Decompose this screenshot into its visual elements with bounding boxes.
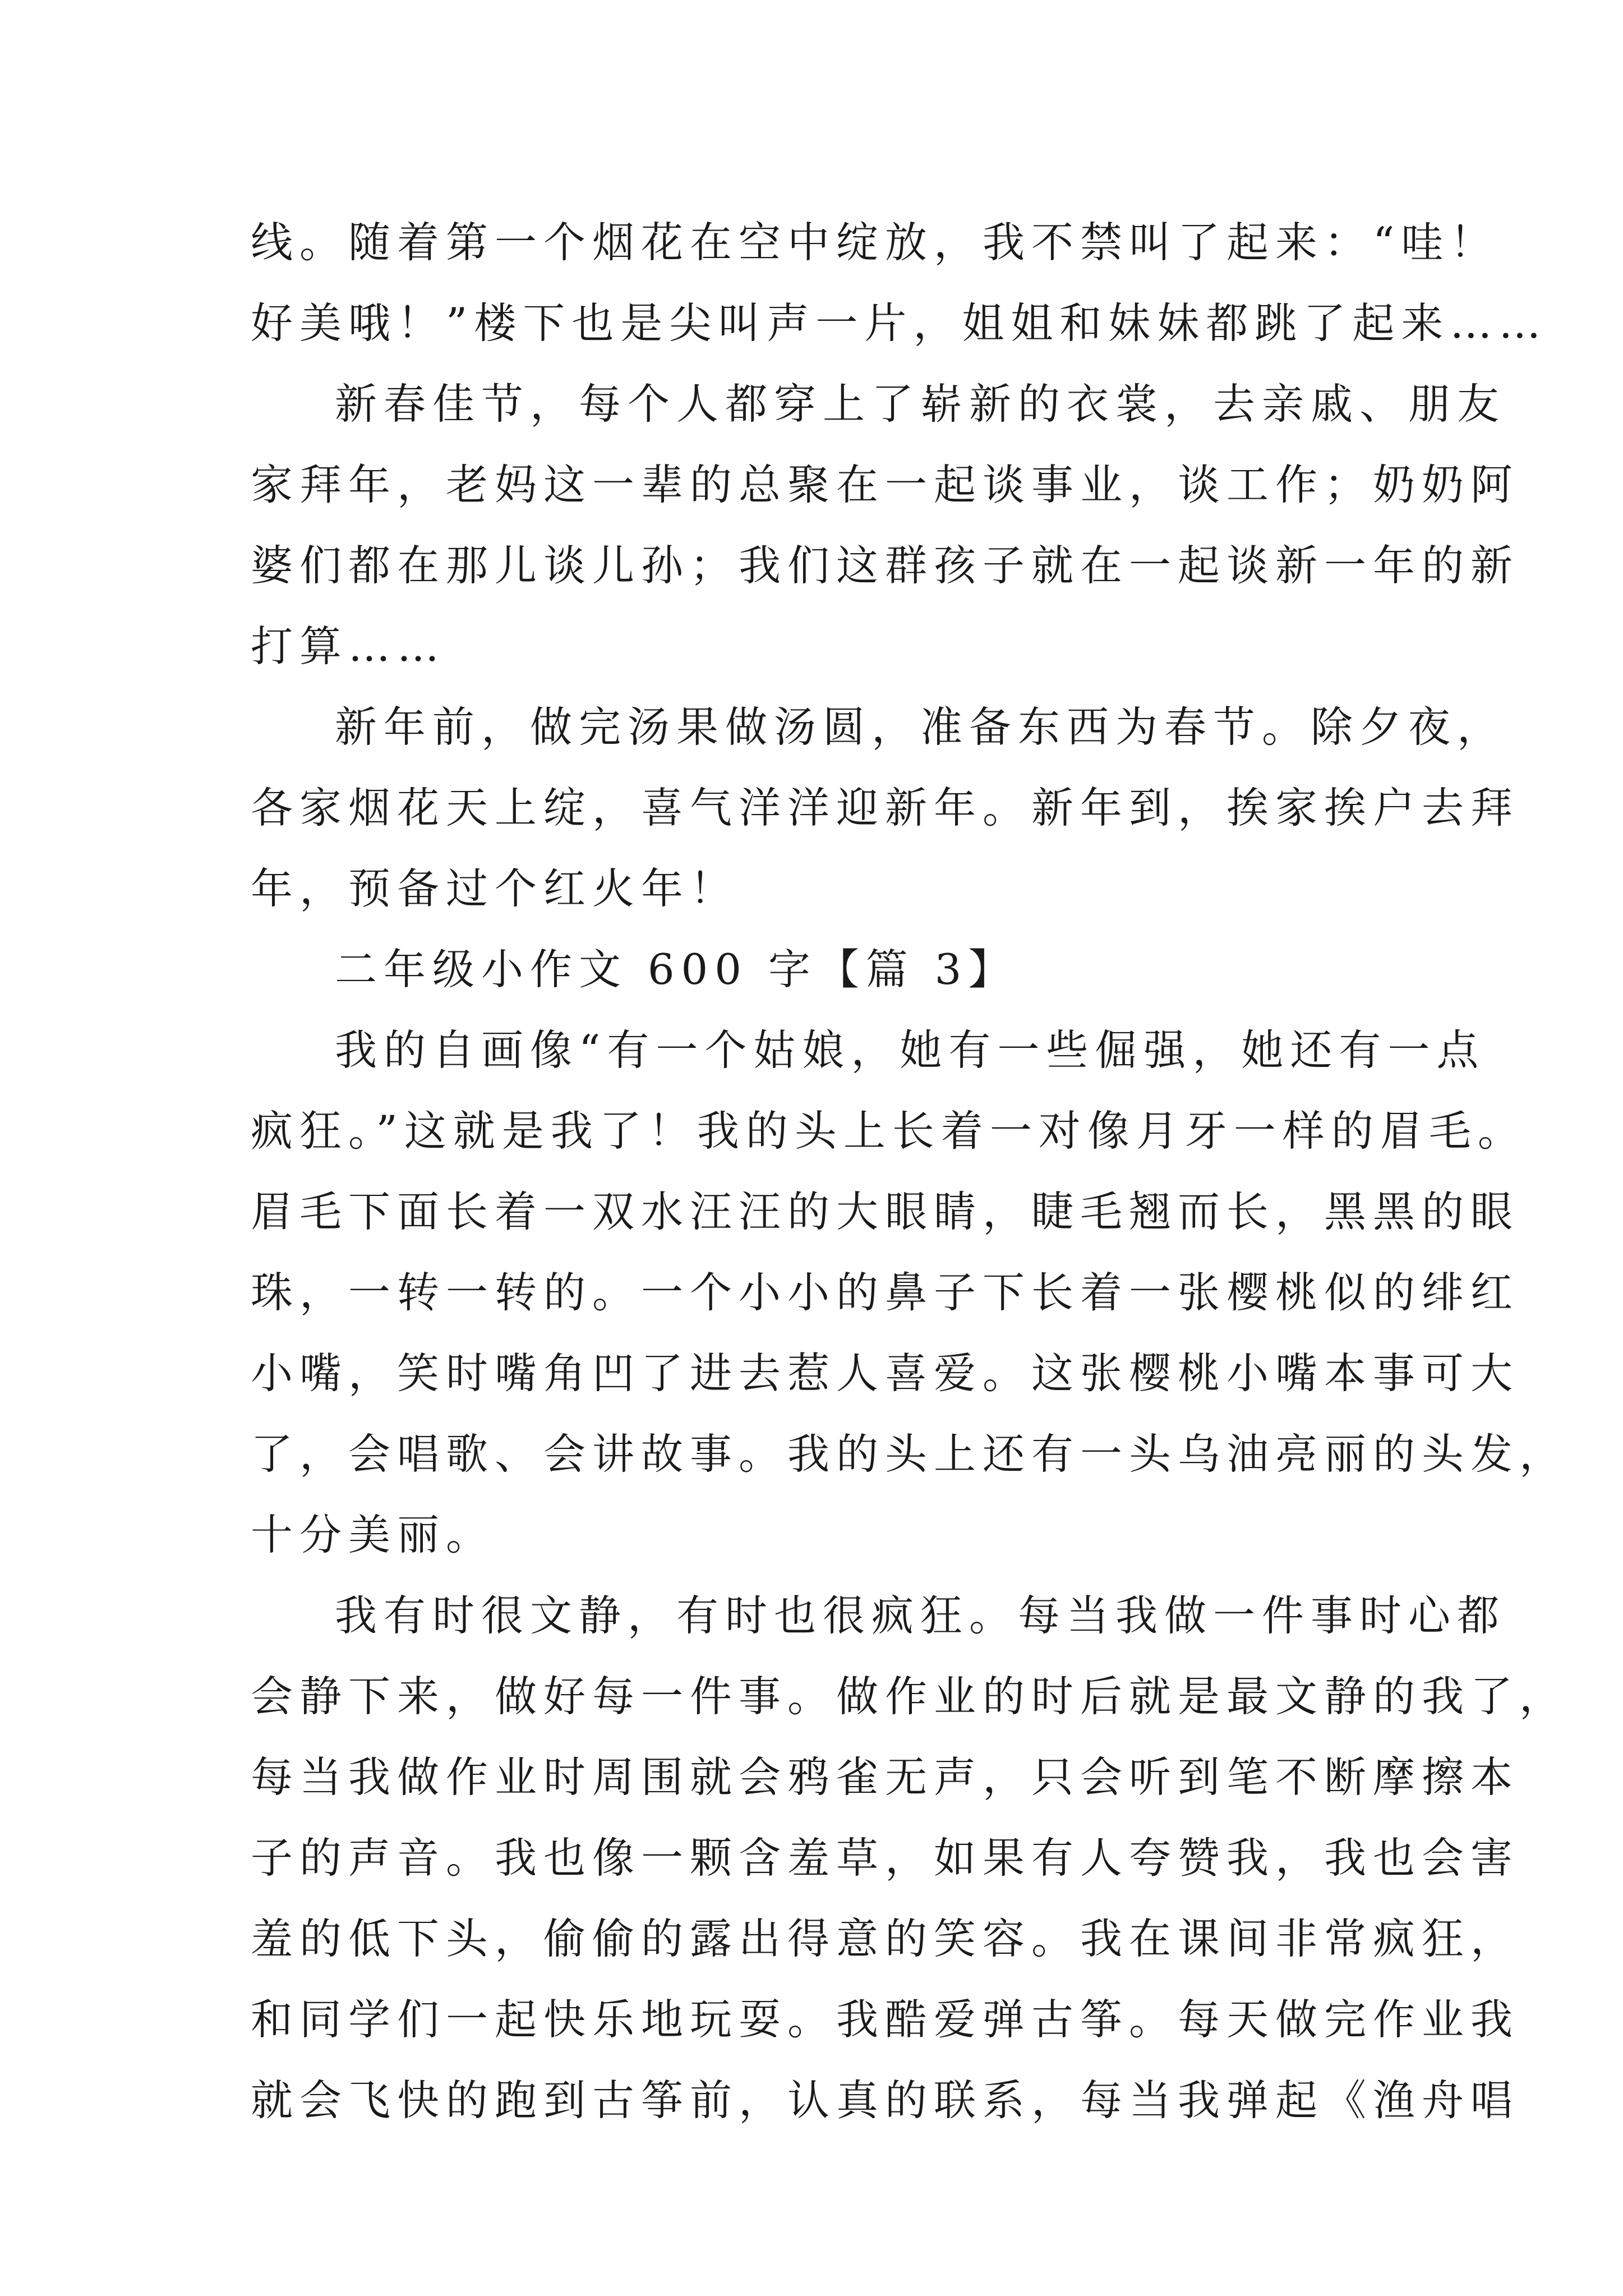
text-line: 眉毛下面长着一双水汪汪的大眼睛，睫毛翘而长，黑黑的眼	[251, 1187, 1520, 1236]
text-line: 家拜年，老妈这一辈的总聚在一起谈事业，谈工作；奶奶阿	[251, 460, 1520, 509]
paragraph-first-line: 我的自画像“有一个姑娘，她有一些倔强，她还有一点	[335, 1025, 1486, 1075]
text-line: 和同学们一起快乐地玩耍。我酷爱弹古筝。每天做完作业我	[251, 1995, 1520, 2044]
text-line: 小嘴，笑时嘴角凹了进去惹人喜爱。这张樱桃小嘴本事可大	[251, 1349, 1520, 1398]
paragraph-first-line: 我有时很文静，有时也很疯狂。每当我做一件事时心都	[335, 1591, 1506, 1640]
text-line: 年，预备过个红火年！	[251, 864, 739, 913]
text-line: 了，会唱歌、会讲故事。我的头上还有一头乌油亮丽的头发，	[251, 1429, 1569, 1479]
text-line: 会静下来，做好每一件事。做作业的时后就是最文静的我了，	[251, 1672, 1569, 1721]
text-line: 珠，一转一转的。一个小小的鼻子下长着一张樱桃似的绯红	[251, 1268, 1520, 1317]
text-line: 就会飞快的跑到古筝前，认真的联系，每当我弹起《渔舟唱	[251, 2076, 1520, 2125]
text-line: 羞的低下头，偷偷的露出得意的笑容。我在课间非常疯狂，	[251, 1914, 1520, 1963]
text-line: 疯狂。”这就是我了！我的头上长着一对像月牙一样的眉毛。	[251, 1106, 1527, 1156]
section-heading: 二年级小作文 600 字【篇 3】	[335, 945, 1017, 994]
paragraph-first-line: 新春佳节，每个人都穿上了崭新的衣裳，去亲戚、朋友	[335, 379, 1506, 429]
text-line: 线。随着第一个烟花在空中绽放，我不禁叫了起来：“哇！	[251, 218, 1499, 267]
text-line: 好美哦！”楼下也是尖叫声一片，姐姐和妹妹都跳了起来……	[251, 298, 1548, 348]
text-line: 十分美丽。	[251, 1510, 495, 1559]
text-line: 各家烟花天上绽，喜气洋洋迎新年。新年到，挨家挨户去拜	[251, 783, 1520, 832]
text-line: 打算……	[251, 622, 446, 671]
text-line: 每当我做作业时周围就会鸦雀无声，只会听到笔不断摩擦本	[251, 1752, 1520, 1802]
text-line: 婆们都在那儿谈儿孙；我们这群孩子就在一起谈新一年的新	[251, 541, 1520, 590]
document-body	[251, 202, 1569, 2141]
text-line: 子的声音。我也像一颗含羞草，如果有人夸赞我，我也会害	[251, 1833, 1520, 1883]
paragraph-first-line: 新年前，做完汤果做汤圆，准备东西为春节。除夕夜，	[335, 702, 1506, 752]
